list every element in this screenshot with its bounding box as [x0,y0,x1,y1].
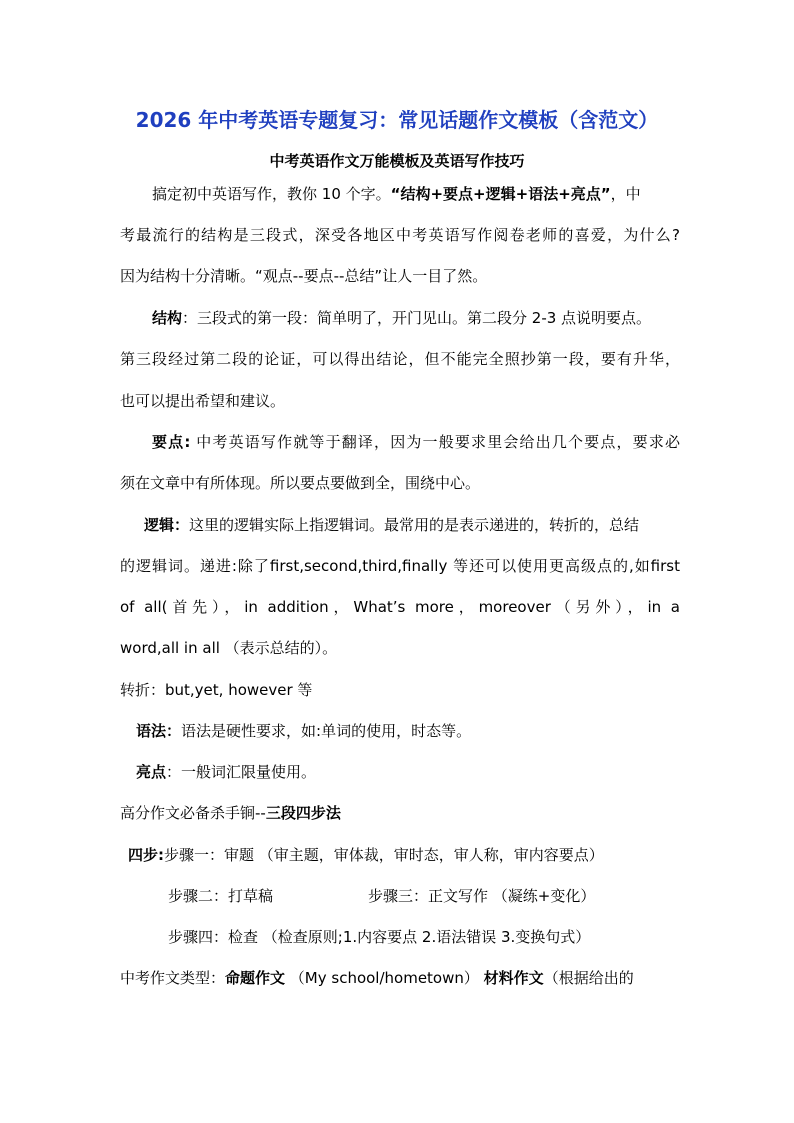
logic-line-3: of all(首先），in addition，What’s more，moreover（另外），in a [120,598,680,616]
type-material-essay: 材料作文 [483,969,544,987]
type-topic-essay: 命题作文 [225,969,286,987]
intro-line-1: 搞定初中英语写作，教你 10 个字。“结构+要点+逻辑+语法+亮点”，中 [152,185,641,203]
steps-label: 四步: [128,846,164,864]
points-line-2: 须在文章中有所体现。所以要点要做到全，围绕中心。 [120,474,481,492]
points-label: 要点: [152,433,191,451]
document-title: 2026 年中考英语专题复习：常见话题作文模板（含范文） [135,108,659,132]
intro-line-2: 考最流行的结构是三段式，深受各地区中考英语写作阅卷老师的喜爱，为什么? [120,226,680,244]
structure-line-1: 结构：三段式的第一段：简单明了，开门见山。第二段分 2-3 点说明要点。 [152,309,652,327]
ten-characters: “结构+要点+逻辑+语法+亮点” [390,185,611,203]
grammar-line: 语法：语法是硬性要求，如:单词的使用，时态等。 [136,722,472,740]
logic-line-2: 的逻辑词。递进:除了first,second,third,finally 等还可以使用更高级点的,如first [120,557,680,575]
step-1-line: 四步:步骤一：审题 （审主题，审体裁，审时态，审人称，审内容要点） [128,846,604,864]
logic-line-4: word,all in all （表示总结的）。 [120,639,338,657]
intro-line-3: 因为结构十分清晰。“观点--要点--总结”让人一目了然。 [120,267,488,285]
logic-line-1: 逻辑：这里的逻辑实际上指逻辑词。最常用的是表示递进的，转折的，总结 [144,516,640,534]
grammar-label: 语法： [136,722,182,740]
structure-label: 结构 [152,309,183,327]
step-3-line: 步骤三：正文写作 （凝练+变化） [368,887,596,905]
structure-line-3: 也可以提出希望和建议。 [120,392,286,410]
method-name: 三段四步法 [265,804,341,822]
step-4-line: 步骤四：检查 （检查原则;1.内容要点 2.语法错误 3.变换句式） [168,928,591,946]
highlight-line: 亮点：一般词汇限量使用。 [136,763,317,781]
method-line: 高分作文必备杀手锏--三段四步法 [120,804,341,822]
logic-line-5: 转折：but,yet, however 等 [120,681,313,699]
document-subtitle: 中考英语作文万能模板及英语写作技巧 [269,152,525,170]
logic-label: 逻辑： [144,516,190,534]
highlight-label: 亮点 [136,763,167,781]
structure-line-2: 第三段经过第二段的论证，可以得出结论，但不能完全照抄第一段，要有升华， [120,350,680,368]
types-line: 中考作文类型：命题作文 （My school/hometown） 材料作文（根据给出的 [120,969,634,987]
points-line-1: 要点: 中考英语写作就等于翻译，因为一般要求里会给出几个要点，要求必 [152,433,680,451]
step-2-line: 步骤二：打草稿 [168,887,274,905]
